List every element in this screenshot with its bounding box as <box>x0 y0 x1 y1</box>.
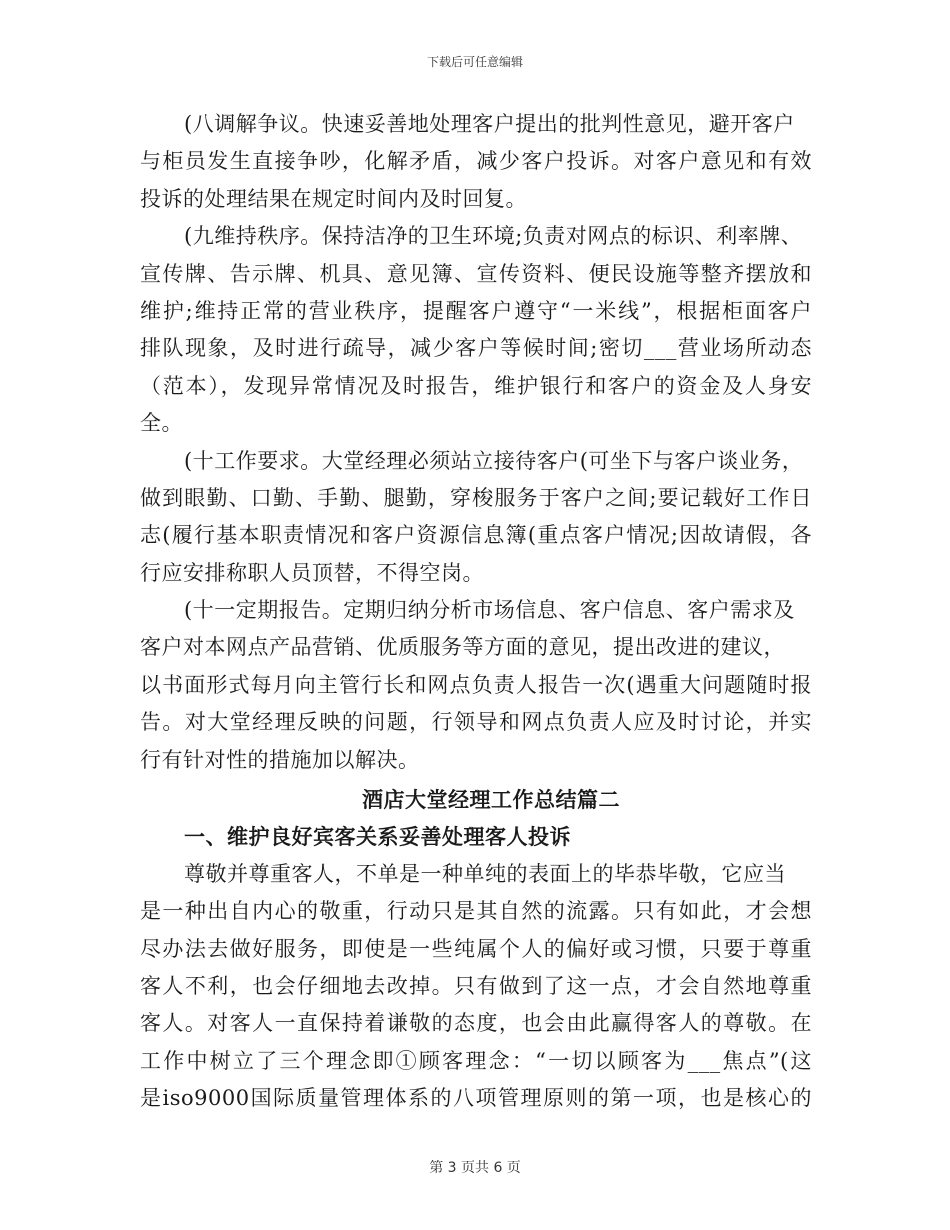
paragraph-line: 全。 <box>140 411 183 436</box>
paragraph-line: (八调解争议。快速妥善地处理客户提出的批判性意见，避开客户 <box>184 112 795 136</box>
paragraph-line: 行应安排称职人员顶替，不得空岗。 <box>140 560 484 585</box>
paragraph-line: 维护;维持正常的营业秩序，提醒客户遵守“一米线”，根据柜面客户 <box>140 298 812 323</box>
paragraph-line: 与柜员发生直接争吵，化解矛盾，减少客户投诉。对客户意见和有效 <box>140 149 812 174</box>
paragraph-line: 志(履行基本职责情况和客户资源信息簿(重点客户情况;因故请假，各 <box>140 523 812 548</box>
header-note: 下载后可任意编辑 <box>426 55 523 69</box>
paragraph-line: (十工作要求。大堂经理必须站立接待客户(可坐下与客户谈业务， <box>184 448 804 473</box>
paragraph-line: (九维持秩序。保持洁净的卫生环境;负责对网点的标识、利率牌、 <box>184 224 803 249</box>
paragraph-line: 告。对大堂经理反映的问题，行领导和网点负责人应及时讨论，并实 <box>140 710 812 735</box>
page-footer: 第 3 页共 6 页 <box>429 1160 521 1176</box>
paragraph-line: 排队现象，及时进行疏导，减少客户等候时间;密切___营业场所动态 <box>140 336 812 361</box>
paragraph-line: （范本），发现异常情况及时报告，维护银行和客户的资金及人身安 <box>140 373 812 398</box>
paragraph-line: 行有针对性的措施加以解决。 <box>140 747 420 772</box>
paragraph-line: 是iso9000国际质量管理体系的八项管理原则的第一项，也是核心的 <box>140 1086 812 1111</box>
paragraph-line: 客人不利，也会仔细地去改掉。只有做到了这一点，才会自然地尊重 <box>140 973 812 998</box>
paragraph-line: 是一种出自内心的敬重，行动只是其自然的流露。只有如此，才会想 <box>140 899 812 924</box>
paragraph-line: 尊敬并尊重客人，不单是一种单纯的表面上的毕恭毕敬，它应当 <box>184 861 786 886</box>
section-title: 酒店大堂经理工作总结篇二 <box>362 787 620 813</box>
paragraph-line: 投诉的处理结果在规定时间内及时回复。 <box>140 186 527 211</box>
subsection-title: 一、维护良好宾客关系妥善处理客人投诉 <box>184 824 571 850</box>
paragraph-line: 做到眼勤、口勤、手勤、腿勤，穿梭服务于客户之间;要记载好工作日 <box>140 485 812 510</box>
paragraph-line: 尽办法去做好服务，即使是一些纯属个人的偏好或习惯，只要于尊重 <box>140 936 812 961</box>
paragraph-line: 宣传牌、告示牌、机具、意见簿、宣传资料、便民设施等整齐摆放和 <box>140 261 812 286</box>
paragraph-line: 客人。对客人一直保持着谦敬的态度，也会由此赢得客人的尊敬。在 <box>140 1011 812 1036</box>
paragraph-line: 以书面形式每月向主管行长和网点负责人报告一次(遇重大问题随时报 <box>140 672 812 697</box>
paragraph-line: (十一定期报告。定期归纳分析市场信息、客户信息、客户需求及 <box>184 598 795 623</box>
paragraph-line: 客户对本网点产品营销、优质服务等方面的意见，提出改进的建议， <box>140 635 785 660</box>
paragraph-line: 工作中树立了三个理念即①顾客理念：“一切以顾客为___焦点”(这 <box>140 1048 812 1073</box>
document-body <box>140 106 812 1118</box>
